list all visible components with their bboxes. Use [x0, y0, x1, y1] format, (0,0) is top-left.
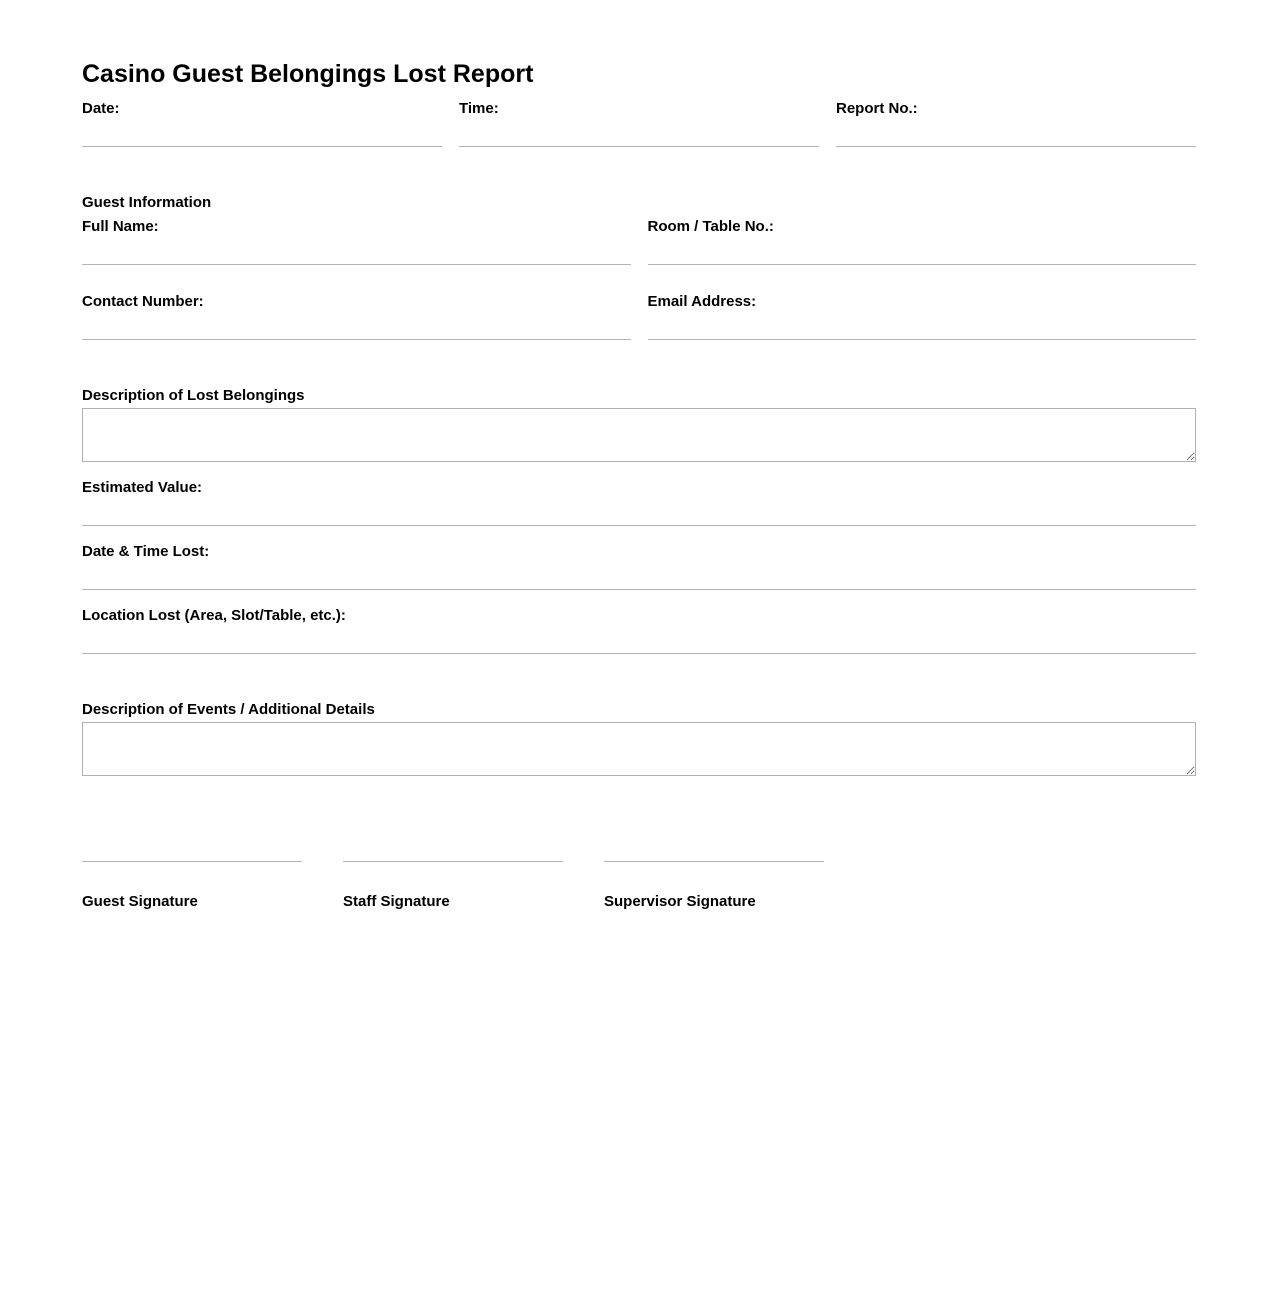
estimated-value-label: Estimated Value: — [82, 479, 203, 496]
date-label: Date: — [82, 100, 120, 117]
room-table-no-input[interactable] — [648, 235, 1197, 265]
field-location-lost — [82, 607, 1196, 654]
contact-number-label: Contact Number: — [82, 293, 204, 310]
supervisor-signature-block — [604, 861, 824, 910]
page-title: Casino Guest Belongings Lost Report — [82, 60, 534, 88]
date-input[interactable] — [82, 117, 442, 147]
signatures-row — [82, 861, 1196, 910]
staff-signature-line — [343, 861, 563, 862]
field-estimated-value — [82, 479, 1196, 526]
email-address-input[interactable] — [648, 310, 1197, 340]
lost-belongings-section — [82, 387, 1196, 654]
lost-belongings-heading: Description of Lost Belongings — [82, 387, 305, 404]
staff-signature-block — [343, 861, 563, 910]
lost-belongings-description-textarea[interactable] — [82, 408, 1196, 462]
location-lost-label: Location Lost (Area, Slot/Table, etc.): — [82, 607, 346, 624]
time-label: Time: — [459, 100, 499, 117]
location-lost-input[interactable] — [82, 624, 1196, 654]
guest-signature-line — [82, 861, 302, 862]
date-time-lost-input[interactable] — [82, 560, 1196, 590]
guest-info-section — [82, 194, 1196, 340]
contact-number-input[interactable] — [82, 310, 631, 340]
full-name-input[interactable] — [82, 235, 631, 265]
field-email-address — [648, 293, 1197, 340]
field-date-time-lost — [82, 543, 1196, 590]
email-address-label: Email Address: — [647, 293, 757, 310]
time-input[interactable] — [459, 117, 819, 147]
guest-info-row-2 — [82, 293, 1196, 340]
guest-info-heading: Guest Information — [82, 194, 212, 211]
staff-signature-label: Staff Signature — [343, 893, 450, 910]
date-time-lost-label: Date & Time Lost: — [82, 543, 210, 560]
report-no-input[interactable] — [836, 117, 1196, 147]
field-date — [82, 100, 442, 147]
estimated-value-input[interactable] — [82, 496, 1196, 526]
field-time — [459, 100, 819, 147]
supervisor-signature-label: Supervisor Signature — [604, 893, 756, 910]
field-room-table-no — [648, 218, 1197, 265]
full-name-label: Full Name: — [82, 218, 159, 235]
guest-signature-label: Guest Signature — [82, 893, 198, 910]
report-no-label: Report No.: — [836, 100, 918, 117]
events-heading: Description of Events / Additional Details — [82, 701, 375, 718]
guest-info-row-1 — [82, 218, 1196, 265]
events-section — [82, 701, 1196, 776]
events-description-textarea[interactable] — [82, 722, 1196, 776]
room-table-no-label: Room / Table No.: — [647, 218, 774, 235]
guest-signature-block — [82, 861, 302, 910]
supervisor-signature-line — [604, 861, 824, 862]
field-report-no — [836, 100, 1196, 147]
field-full-name — [82, 218, 631, 265]
field-contact-number — [82, 293, 631, 340]
header-fields-row — [82, 100, 1196, 147]
